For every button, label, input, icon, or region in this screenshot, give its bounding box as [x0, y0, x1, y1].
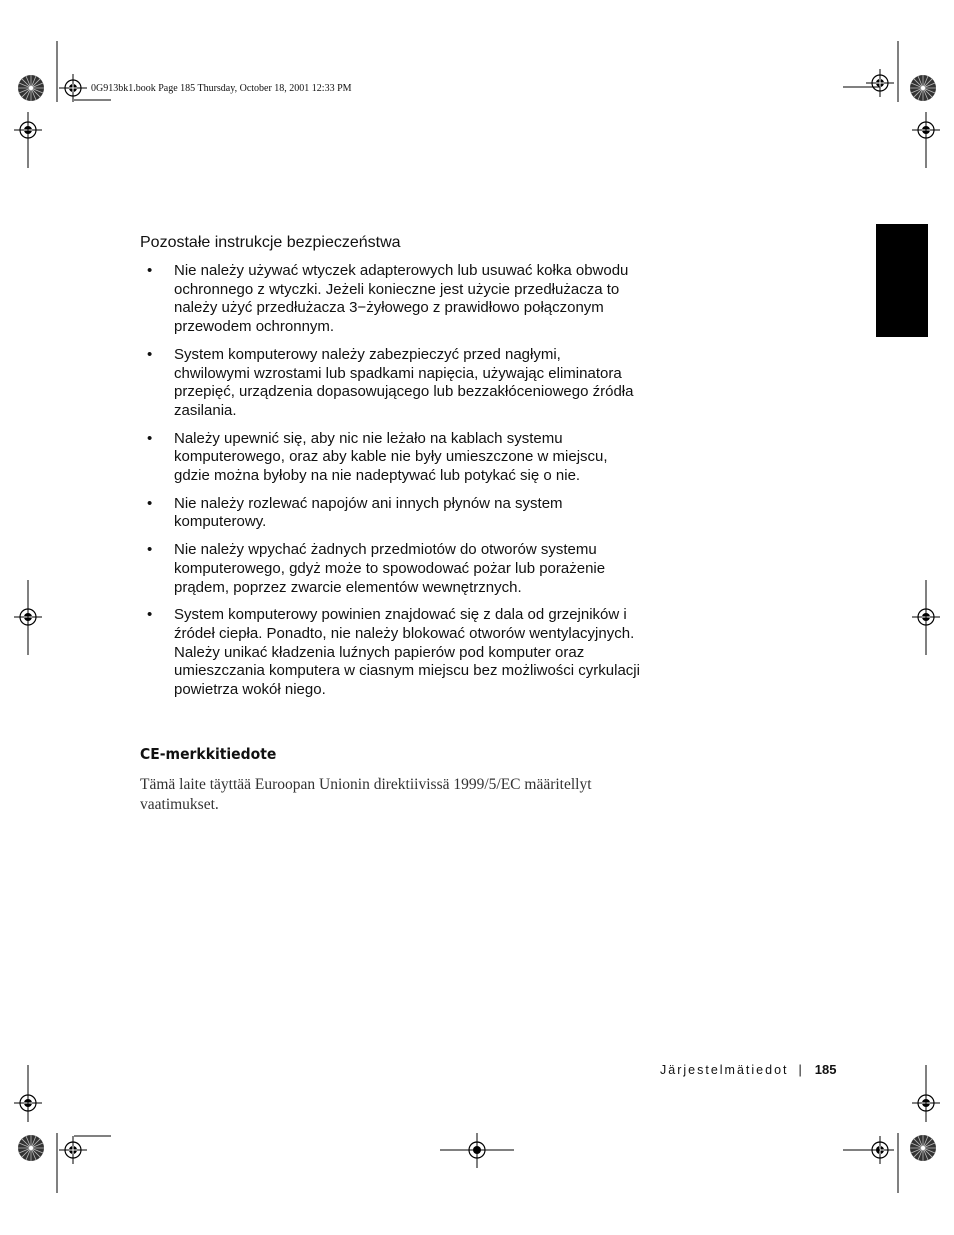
- bullet-icon: •: [147, 541, 153, 559]
- footer-separator: |: [798, 1063, 802, 1077]
- list-item-text: System komputerowy powinien znajdować się z dala od grzejników i źródeł ciepła. Ponadto, nie należy blokować otworów wentylacyjnych. Należy unikać kładzenia luźnych papierów pod komputer oraz umieszczania komputera w ciasnym miejscu bez możliwości cyrkulacji powietrza wokół niego.: [174, 606, 640, 699]
- bullet-icon: •: [147, 606, 153, 624]
- list-item-text: Nie należy używać wtyczek adapterowych lub usuwać kołka obwodu ochronnego z wtyczki. Jeżeli konieczne jest użycie przedłużacza to należy użyć przedłużacza 3−żyłowego z prawidłowo połączonym przewodem ochronnym.: [174, 262, 629, 336]
- list-item-text: Nie należy wpychać żadnych przedmiotów do otworów systemu komputerowego, gdyż może to spowodować pożar lub porażenie prądem, poprzez zwarcie elementów wewnętrznych.: [174, 541, 606, 596]
- chapter-name: Järjestelmätiedot: [660, 1063, 789, 1077]
- bullet-icon: •: [147, 429, 153, 447]
- bullet-icon: •: [147, 494, 153, 512]
- bullet-icon: •: [147, 262, 153, 279]
- list-item-text: Nie należy rozlewać napojów ani innych płynów na system komputerowy.: [174, 494, 563, 531]
- print-slug: 0G913bk1.book Page 185 Thursday, October 18, 2001 12:33 PM: [91, 83, 352, 94]
- list-item-text: System komputerowy należy zabezpieczyć przed nagłymi, chwilowymi wzrostami lub spadkami napięcia, używając eliminatora przepięć, urządzenia dopasowującego lub bezzakłóceniowego źródła zasilania.: [174, 345, 634, 419]
- ce-heading: CE-merkkitiedote: [140, 745, 277, 763]
- bullet-icon: •: [147, 345, 153, 363]
- section-title: Pozostałe instrukcje bezpieczeństwa: [140, 234, 401, 251]
- list-item-text: Należy upewnić się, aby nic nie leżało na kablach systemu komputerowego, oraz aby kable nie były umieszczone w miejscu, gdzie można byłoby na nie nadeptywać lub potykać się o nie.: [174, 429, 608, 485]
- page-number: 185: [814, 1062, 837, 1077]
- ce-body: Tämä laite täyttää Euroopan Unionin direktiivissä 1999/5/EC määritellyt vaatimukset.: [140, 776, 592, 813]
